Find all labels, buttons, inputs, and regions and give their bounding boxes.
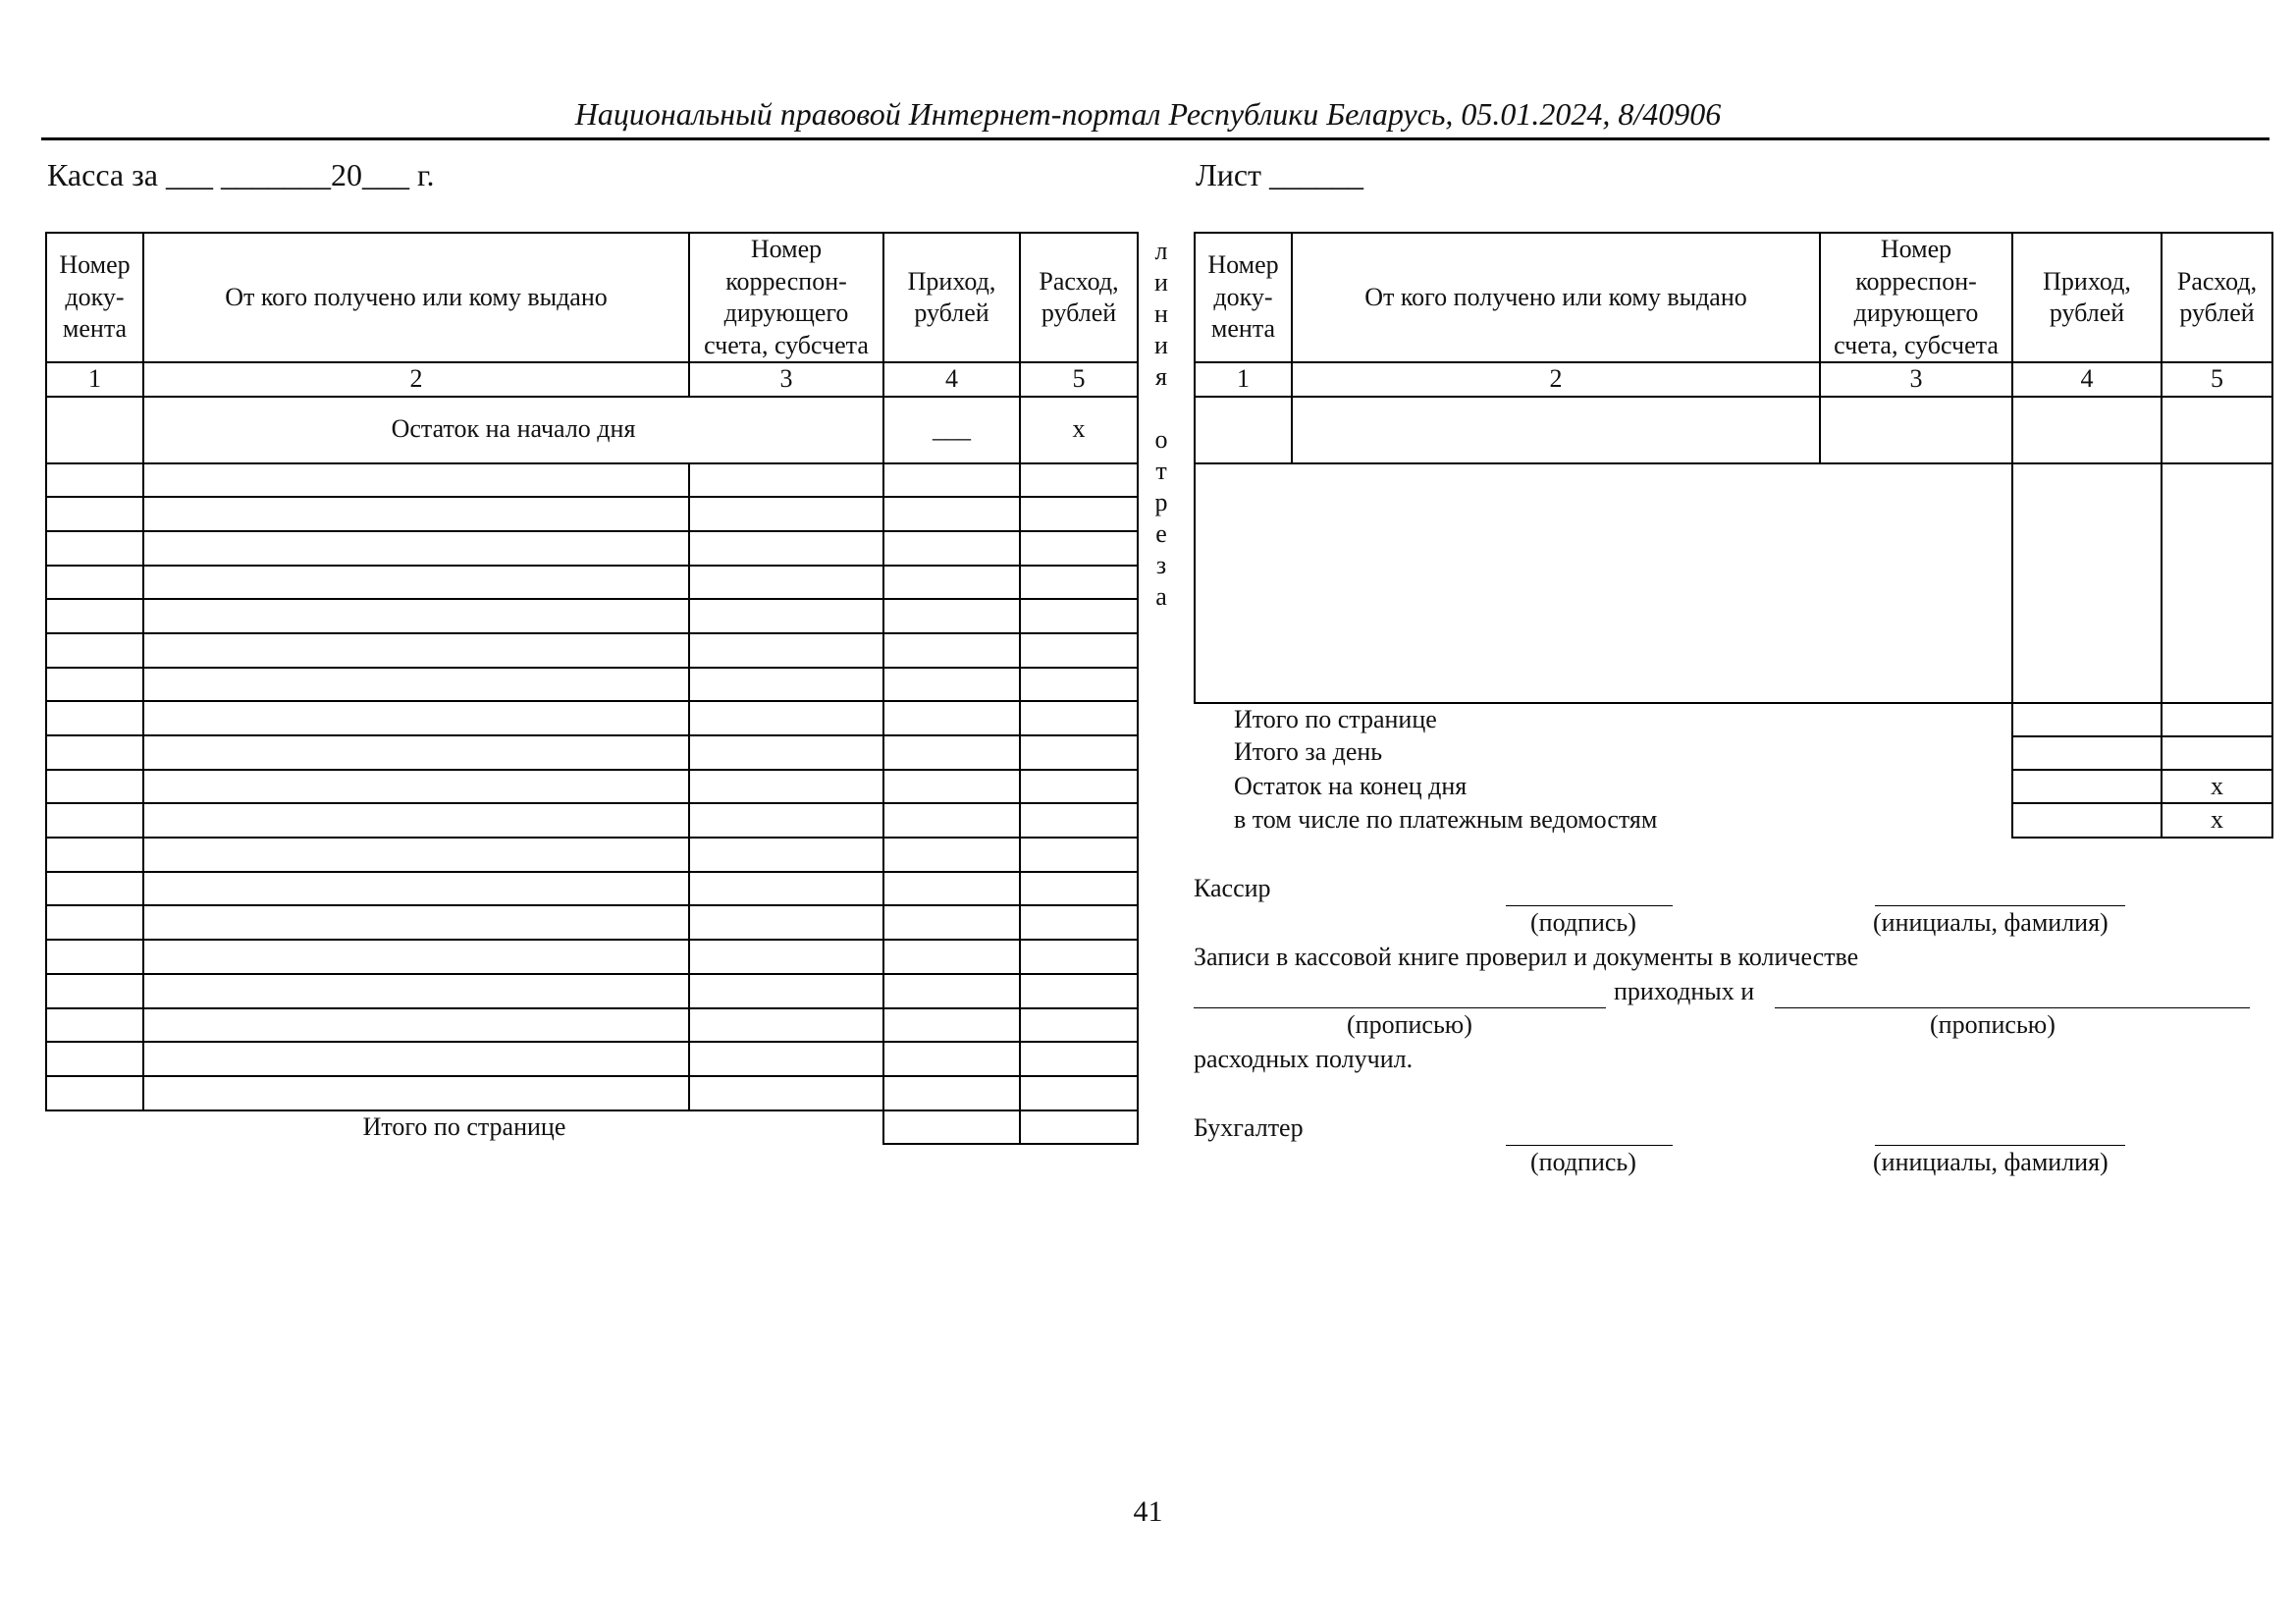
opening-expense-cell: x <box>1020 397 1138 463</box>
received-text: расходных получил. <box>1194 1045 1414 1073</box>
page-number: 41 <box>1133 1495 1163 1528</box>
in-words-caption: (прописью) <box>1347 1010 1472 1039</box>
entry-cell[interactable] <box>46 531 143 566</box>
entry-cell[interactable] <box>46 566 143 600</box>
entry-cell[interactable] <box>883 872 1020 906</box>
entry-cell[interactable] <box>883 701 1020 735</box>
entry-cell[interactable] <box>883 1008 1020 1043</box>
entry-cell[interactable] <box>883 633 1020 668</box>
cut-line-letter: т <box>1155 457 1167 485</box>
col-number: 3 <box>689 362 883 397</box>
entry-cell[interactable] <box>46 872 143 906</box>
entry-cell[interactable] <box>46 803 143 838</box>
entry-cell[interactable] <box>689 1076 883 1110</box>
entry-cell[interactable] <box>143 463 689 498</box>
sheet-title: Лист ______ <box>1196 157 1364 192</box>
entry-cell[interactable] <box>1020 1076 1138 1110</box>
entry-cell[interactable] <box>143 770 689 804</box>
col-header-income: Приход, рублей <box>883 233 1020 362</box>
col-number: 5 <box>1020 362 1138 397</box>
entry-cell[interactable] <box>143 872 689 906</box>
expense-area[interactable] <box>2162 463 2272 703</box>
opening-doc-cell[interactable] <box>46 397 143 463</box>
entry-cell[interactable] <box>1195 397 1292 463</box>
col-number: 5 <box>2162 362 2272 397</box>
cut-line-letter: и <box>1154 268 1168 297</box>
cashier-initials-line[interactable] <box>1875 905 2125 906</box>
entry-cell[interactable] <box>883 1042 1020 1076</box>
entry-cell[interactable] <box>689 668 883 702</box>
table-row <box>46 905 1138 940</box>
entry-cell[interactable] <box>883 566 1020 600</box>
entry-cell[interactable] <box>689 1008 883 1043</box>
col-header-counterparty: От кого получено или кому выдано <box>143 233 689 362</box>
entry-cell[interactable] <box>689 872 883 906</box>
entry-cell[interactable] <box>46 940 143 974</box>
col-number: 2 <box>1292 362 1820 397</box>
entry-cell[interactable] <box>1020 940 1138 974</box>
entry-cell[interactable] <box>46 1042 143 1076</box>
entry-cell[interactable] <box>883 531 1020 566</box>
cashier-label: Кассир <box>1194 874 1271 902</box>
entry-cell[interactable] <box>689 735 883 770</box>
entry-cell[interactable] <box>689 838 883 872</box>
entry-cell[interactable] <box>883 497 1020 531</box>
entry-cell[interactable] <box>1020 531 1138 566</box>
entry-cell[interactable] <box>689 803 883 838</box>
initials-caption: (инициалы, фамилия) <box>1873 908 2109 937</box>
opening-income-cell[interactable]: ___ <box>883 397 1020 463</box>
table-row <box>46 1076 1138 1110</box>
entry-cell[interactable] <box>1020 872 1138 906</box>
entry-cell[interactable] <box>1020 770 1138 804</box>
table-row <box>46 838 1138 872</box>
entry-cell[interactable] <box>883 905 1020 940</box>
page-total-expense[interactable] <box>2162 703 2272 736</box>
entry-cell[interactable] <box>46 735 143 770</box>
accountant-signature-line[interactable] <box>1506 1145 1673 1146</box>
entry-cell[interactable] <box>1020 1008 1138 1043</box>
entry-cell[interactable] <box>689 566 883 600</box>
entry-cell[interactable] <box>883 803 1020 838</box>
day-total-expense[interactable] <box>2162 736 2272 770</box>
col-number: 4 <box>883 362 1020 397</box>
cut-line-letter: и <box>1154 331 1168 359</box>
entry-cell[interactable] <box>689 940 883 974</box>
entry-cell[interactable] <box>1020 701 1138 735</box>
table-row <box>46 872 1138 906</box>
entry-cell[interactable] <box>1020 974 1138 1008</box>
entry-cell[interactable] <box>143 566 689 600</box>
entry-cell[interactable] <box>46 701 143 735</box>
cashier-signature-line[interactable] <box>1506 905 1673 906</box>
entry-cell[interactable] <box>689 701 883 735</box>
in-words-caption: (прописью) <box>1930 1010 2056 1039</box>
entry-cell[interactable] <box>2012 397 2162 463</box>
entry-cell[interactable] <box>883 735 1020 770</box>
table-row <box>46 803 1138 838</box>
left-page-total-expense[interactable] <box>1020 1110 1138 1144</box>
table-row <box>46 566 1138 600</box>
entry-cell[interactable] <box>143 599 689 633</box>
entry-cell[interactable] <box>1020 838 1138 872</box>
page-total-income[interactable] <box>2012 703 2162 736</box>
cut-line-letter: р <box>1154 488 1168 516</box>
payroll-expense: x <box>2162 803 2272 838</box>
table-row <box>46 770 1138 804</box>
entry-cell[interactable] <box>143 531 689 566</box>
left-page-total-label: Итого по странице <box>362 1111 566 1141</box>
entry-cell[interactable] <box>689 905 883 940</box>
closing-balance-expense: x <box>2162 770 2272 804</box>
table-row <box>46 668 1138 702</box>
cut-line-letter: з <box>1155 551 1167 579</box>
cut-line <box>1148 236 1174 613</box>
entry-cell[interactable] <box>883 974 1020 1008</box>
col-number: 1 <box>46 362 143 397</box>
entry-cell[interactable] <box>1020 463 1138 498</box>
table-row <box>46 1008 1138 1043</box>
table-row <box>46 701 1138 735</box>
entry-cell[interactable] <box>46 1008 143 1043</box>
entry-cell[interactable] <box>689 599 883 633</box>
expenses-count-line[interactable] <box>1775 1007 2250 1008</box>
entry-cell[interactable] <box>1020 599 1138 633</box>
entry-cell[interactable] <box>46 463 143 498</box>
entry-cell[interactable] <box>689 531 883 566</box>
entry-cell[interactable] <box>143 803 689 838</box>
col-header-doc-number: Номер доку-мента <box>1195 233 1292 362</box>
cut-line-letter: л <box>1154 237 1168 265</box>
check-text: Записи в кассовой книге проверил и документы в количестве <box>1194 943 1859 971</box>
table-row <box>46 599 1138 633</box>
entries-area[interactable] <box>1195 463 2012 703</box>
entry-cell[interactable] <box>1020 497 1138 531</box>
accountant-label: Бухгалтер <box>1194 1113 1304 1142</box>
left-entry-rows <box>46 463 1138 1110</box>
col-header-doc-number: Номер доку-мента <box>46 233 143 362</box>
right-cash-table <box>1194 232 2273 839</box>
entry-cell[interactable] <box>143 735 689 770</box>
entry-cell[interactable] <box>1292 397 1820 463</box>
entry-cell[interactable] <box>1020 668 1138 702</box>
col-number: 1 <box>1195 362 1292 397</box>
table-row <box>46 497 1138 531</box>
payroll-income[interactable] <box>2012 803 2162 838</box>
entry-cell[interactable] <box>143 905 689 940</box>
left-cash-table <box>45 232 1139 1145</box>
entry-cell[interactable] <box>143 701 689 735</box>
col-header-account: Номер корреспон-дирующего счета, субсчета <box>1820 233 2012 362</box>
cut-line-letter: о <box>1154 425 1168 454</box>
entry-cell[interactable] <box>46 599 143 633</box>
entry-cell[interactable] <box>689 463 883 498</box>
entry-cell[interactable] <box>883 940 1020 974</box>
entry-cell[interactable] <box>143 838 689 872</box>
entry-cell[interactable] <box>143 633 689 668</box>
col-header-counterparty: От кого получено или кому выдано <box>1292 233 1820 362</box>
receipts-text: приходных и <box>1614 977 1755 1005</box>
col-number: 3 <box>1820 362 2012 397</box>
col-header-expense: Расход, рублей <box>2162 233 2272 362</box>
entry-cell[interactable] <box>689 633 883 668</box>
left-page-total-income[interactable] <box>883 1110 1020 1144</box>
entry-cell[interactable] <box>46 905 143 940</box>
cut-line-letter: я <box>1155 362 1167 391</box>
entry-cell[interactable] <box>46 770 143 804</box>
cash-date-title: Касса за ___ _______20___ г. <box>47 157 435 192</box>
header-divider <box>41 137 2269 140</box>
entry-cell[interactable] <box>689 770 883 804</box>
day-total-label: Итого за день <box>1234 737 1383 767</box>
entry-cell[interactable] <box>1020 1042 1138 1076</box>
receipts-count-line[interactable] <box>1194 1007 1606 1008</box>
entry-cell[interactable] <box>143 1076 689 1110</box>
entry-cell[interactable] <box>143 1008 689 1043</box>
signature-caption: (подпись) <box>1530 908 1636 937</box>
entry-cell[interactable] <box>689 974 883 1008</box>
entry-cell[interactable] <box>689 1042 883 1076</box>
entry-cell[interactable] <box>46 668 143 702</box>
entry-cell[interactable] <box>143 1042 689 1076</box>
initials-caption: (инициалы, фамилия) <box>1873 1148 2109 1176</box>
cut-line-letter: а <box>1155 582 1167 611</box>
entry-cell[interactable] <box>1020 905 1138 940</box>
table-row <box>46 735 1138 770</box>
entry-cell[interactable] <box>46 497 143 531</box>
entry-cell[interactable] <box>143 974 689 1008</box>
entry-cell[interactable] <box>1020 633 1138 668</box>
entry-cell[interactable] <box>883 1076 1020 1110</box>
col-header-expense: Расход, рублей <box>1020 233 1138 362</box>
day-total-income[interactable] <box>2012 736 2162 770</box>
col-number: 2 <box>143 362 689 397</box>
entry-cell[interactable] <box>883 599 1020 633</box>
entry-cell[interactable] <box>1020 735 1138 770</box>
table-row <box>46 1042 1138 1076</box>
cut-line-letter: н <box>1154 299 1168 328</box>
table-row <box>46 940 1138 974</box>
payroll-label: в том числе по платежным ведомостям <box>1234 805 1658 834</box>
cut-line-letter <box>1148 393 1174 424</box>
document-header: Национальный правовой Интернет-портал Республики Беларусь, 05.01.2024, 8/40906 <box>574 96 1722 132</box>
entry-cell[interactable] <box>883 668 1020 702</box>
entry-cell[interactable] <box>1020 803 1138 838</box>
signature-caption: (подпись) <box>1530 1148 1636 1176</box>
closing-balance-label: Остаток на конец дня <box>1234 771 1468 800</box>
entry-cell[interactable] <box>46 974 143 1008</box>
col-header-income: Приход, рублей <box>2012 233 2162 362</box>
table-row <box>46 463 1138 498</box>
entry-cell[interactable] <box>143 668 689 702</box>
col-header-account: Номер корреспон-дирующего счета, субсчета <box>689 233 883 362</box>
entry-cell[interactable] <box>2162 397 2272 463</box>
accountant-initials-line[interactable] <box>1875 1145 2125 1146</box>
entry-cell[interactable] <box>143 497 689 531</box>
entry-cell[interactable] <box>689 497 883 531</box>
page-total-label: Итого по странице <box>1234 704 1437 733</box>
entry-cell[interactable] <box>883 463 1020 498</box>
closing-balance-income[interactable] <box>2012 770 2162 804</box>
entry-cell[interactable] <box>883 770 1020 804</box>
opening-balance-label: Остаток на начало дня <box>143 397 883 463</box>
cut-line-letter: е <box>1155 519 1167 548</box>
entry-cell[interactable] <box>1820 397 2012 463</box>
entry-cell[interactable] <box>46 1076 143 1110</box>
entry-cell[interactable] <box>1020 566 1138 600</box>
entry-cell[interactable] <box>46 838 143 872</box>
table-row <box>46 633 1138 668</box>
table-row <box>46 974 1138 1008</box>
col-number: 4 <box>2012 362 2162 397</box>
income-area[interactable] <box>2012 463 2162 703</box>
entry-cell[interactable] <box>46 633 143 668</box>
entry-cell[interactable] <box>883 838 1020 872</box>
entry-cell[interactable] <box>143 940 689 974</box>
table-row <box>46 531 1138 566</box>
